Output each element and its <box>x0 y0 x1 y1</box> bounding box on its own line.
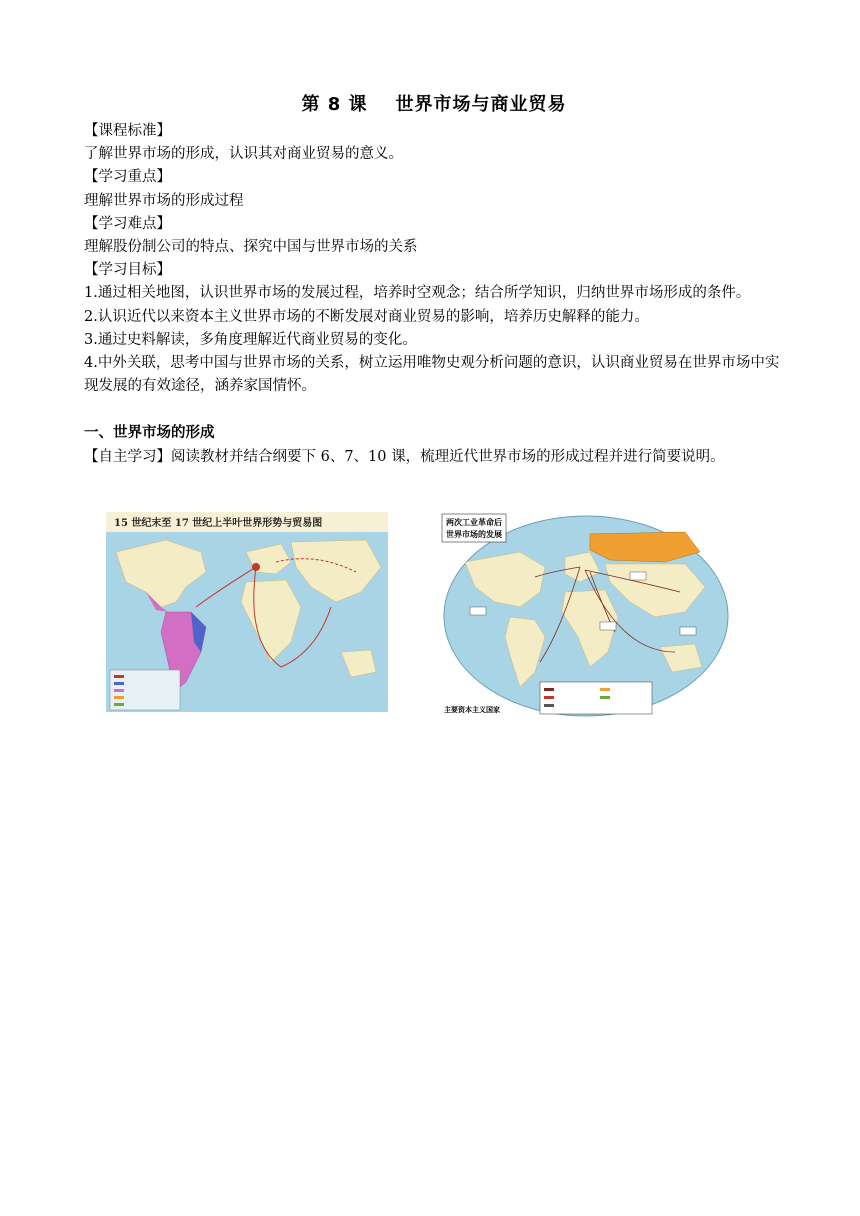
goals-heading: 【学习目标】 <box>84 262 171 279</box>
map-industrial-revolution-market <box>440 512 732 718</box>
maps-row <box>106 512 732 718</box>
section-heading: 一、世界市场的形成 <box>84 425 215 442</box>
self-study-tag: 【自主学习】 <box>84 448 171 465</box>
map2-title-1: 两次工业革命后 <box>446 518 502 527</box>
self-study-text: 阅读教材并结合纲要下 6、7、10 课，梳理近代世界市场的形成过程并进行简要说明。 <box>171 448 725 465</box>
map2-footer: 主要资本主义国家 <box>444 706 500 714</box>
focus-text: 理解世界市场的形成过程 <box>84 192 244 209</box>
goal-item: 4.中外关联，思考中国与世界市场的关系，树立运用唯物史观分析问题的意识，认识商业贸易在世界市场中实现发展的有效途径，涵养家国情怀。 <box>84 355 780 395</box>
document-body <box>84 92 784 469</box>
self-study-paragraph <box>84 446 784 469</box>
difficulty-text: 理解股份制公司的特点、探究中国与世界市场的关系 <box>84 239 418 256</box>
standard-heading: 【课程标准】 <box>84 123 171 139</box>
page-title <box>84 92 784 118</box>
goal-item: 2.认识近代以来资本主义世界市场的不断发展对商业贸易的影响，培养历史解释的能力。 <box>84 308 649 325</box>
focus-heading: 【学习重点】 <box>84 169 171 186</box>
map1-title: 15 世纪末至 17 世纪上半叶世界形势与贸易图 <box>114 518 323 529</box>
difficulty-heading: 【学习难点】 <box>84 215 171 232</box>
goal-item: 3.通过史料解读，多角度理解近代商业贸易的变化。 <box>84 331 417 348</box>
map-1500s-trade <box>106 512 388 712</box>
lesson-name: 世界市场与商业贸易 <box>395 94 567 115</box>
map2-title-2: 世界市场的发展 <box>446 530 502 539</box>
lesson-number: 第 8 课 <box>301 94 368 115</box>
standard-text: 了解世界市场的形成，认识其对商业贸易的意义。 <box>84 146 403 163</box>
goal-item: 1.通过相关地图，认识世界市场的发展过程，培养时空观念；结合所学知识，归纳世界市场形成的条件。 <box>84 285 751 302</box>
